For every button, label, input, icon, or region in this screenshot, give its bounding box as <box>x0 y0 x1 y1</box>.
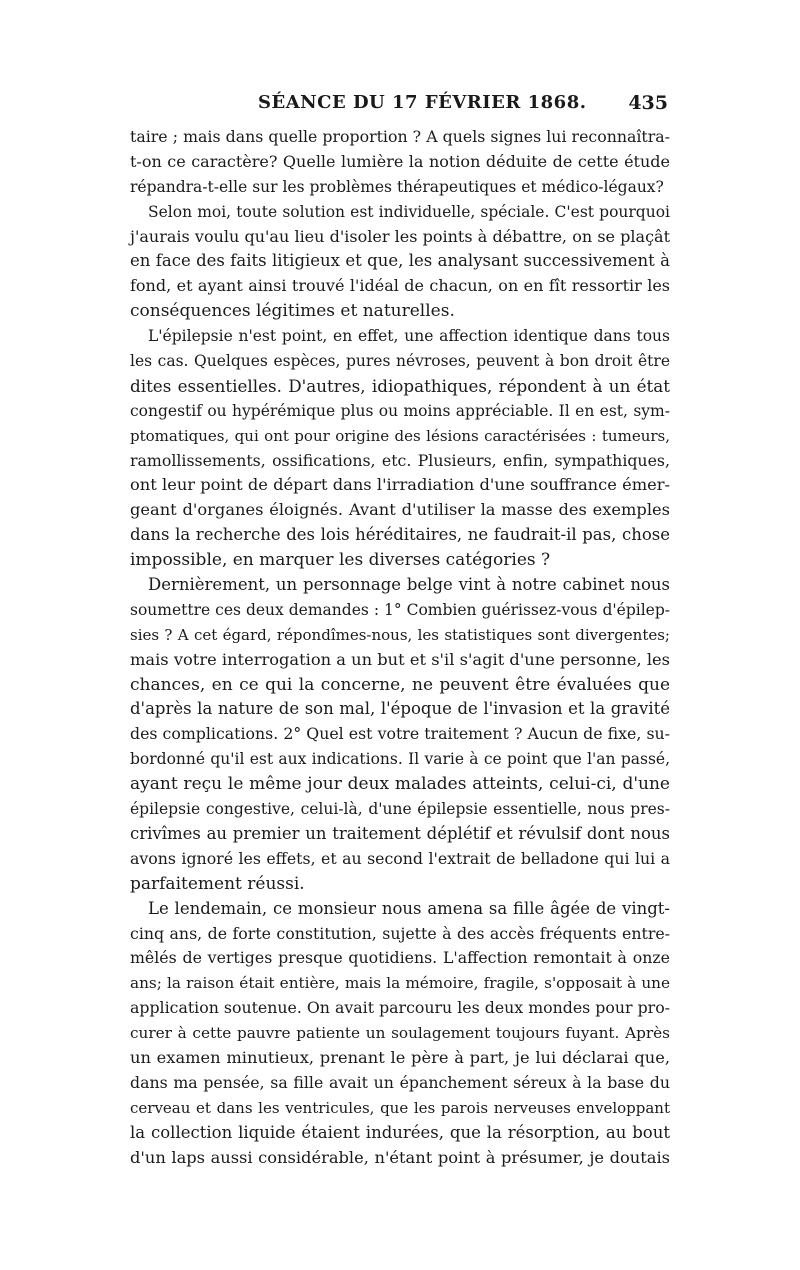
text-line: bordonné qu'il est aux indications. Il varie à ce point que l'an passé, <box>130 750 670 769</box>
text-line: congestif ou hypérémique plus ou moins appréciable. Il en est, sym- <box>130 401 670 420</box>
text-line: d'un laps aussi considérable, n'étant point à présumer, je doutais <box>130 1147 670 1167</box>
text-line: ayant reçu le même jour deux malades atteints, celui-ci, d'une <box>130 774 670 795</box>
text-line: épilepsie congestive, celui-là, d'une épilepsie essentielle, nous pres- <box>130 800 670 819</box>
text-line: d'après la nature de son mal, l'époque de l'invasion et la gravité <box>130 699 670 719</box>
text-line: Selon moi, toute solution est individuelle, spéciale. C'est pourquoi <box>148 202 670 221</box>
text-line: crivîmes au premier un traitement déplétif et révulsif dont nous <box>130 823 670 843</box>
running-title: SÉANCE DU 17 FÉVRIER 1868. <box>258 92 587 113</box>
text-line: impossible, en marquer les diverses catégories ? <box>130 550 551 571</box>
page-number: 435 <box>628 92 668 114</box>
text-line: les cas. Quelques espèces, pures névroses, peuvent à bon droit être <box>130 352 670 371</box>
text-line: en face des faits litigieux et que, les analysant successivement à <box>130 251 670 271</box>
text-line: un examen minutieux, prenant le père à part, je lui déclarai que, <box>130 1047 670 1067</box>
text-line: geant d'organes éloignés. Avant d'utiliser la masse des exemples <box>130 500 670 520</box>
text-line: avons ignoré les effets, et au second l'extrait de belladone qui lui a <box>130 848 670 868</box>
text-line: Dernièrement, un personnage belge vint à notre cabinet nous <box>148 575 670 595</box>
text-line: cinq ans, de forte constitution, sujette à des accès fréquents entre- <box>130 923 670 943</box>
text-line: chances, en ce qui la concerne, ne peuvent être évaluées que <box>130 674 670 695</box>
text-line: répandra-t-elle sur les problèmes thérapeutiques et médico-légaux? <box>130 177 664 196</box>
text-line: application soutenue. On avait parcouru les deux mondes pour pro- <box>130 998 670 1018</box>
text-line: t-on ce caractère? Quelle lumière la notion déduite de cette étude <box>130 151 670 171</box>
text-line: j'aurais voulu qu'au lieu d'isoler les points à débattre, on se plaçât <box>130 226 670 246</box>
text-line: parfaitement réussi. <box>130 873 305 894</box>
running-head <box>130 92 670 118</box>
text-line: ans; la raison était entière, mais la mémoire, fragile, s'opposait à une <box>130 974 670 993</box>
text-line: fond, et ayant ainsi trouvé l'idéal de chacun, on en fît ressortir les <box>130 276 670 296</box>
text-line: L'épilepsie n'est point, en effet, une affection identique dans tous <box>148 327 670 346</box>
text-line: des complications. 2° Quel est votre traitement ? Aucun de fixe, su- <box>130 724 670 744</box>
text-line: la collection liquide étaient indurées, que la résorption, au bout <box>130 1122 670 1142</box>
text-line: cerveau et dans les ventricules, que les parois nerveuses enveloppant <box>130 1098 670 1117</box>
text-line: dans ma pensée, sa fille avait un épanchement séreux à la base du <box>130 1072 670 1092</box>
text-line: dites essentielles. D'autres, idiopathiques, répondent à un état <box>130 375 670 396</box>
text-line: soumettre ces deux demandes : 1° Combien guérissez-vous d'épilep- <box>130 600 670 619</box>
text-line: ramollissements, ossifications, etc. Plusieurs, enfin, sympathiques, <box>130 450 670 470</box>
text-line: sies ? A cet égard, répondîmes-nous, les statistiques sont divergentes; <box>130 625 670 644</box>
text-line: curer à cette pauvre patiente un soulagement toujours fuyant. Après <box>130 1024 670 1043</box>
body-text <box>130 125 670 1170</box>
text-line: conséquences légitimes et naturelles. <box>130 301 455 322</box>
text-line: mêlés de vertiges presque quotidiens. L'affection remontait à onze <box>130 948 670 968</box>
text-line: Le lendemain, ce monsieur nous amena sa fille âgée de vingt- <box>148 898 670 918</box>
text-line: ptomatiques, qui ont pour origine des lésions caractérisées : tumeurs, <box>130 426 670 445</box>
text-line: dans la recherche des lois héréditaires, ne faudrait-il pas, chose <box>130 525 670 545</box>
text-line: taire ; mais dans quelle proportion ? A quels signes lui reconnaîtra- <box>130 127 670 146</box>
text-line: ont leur point de départ dans l'irradiation d'une souffrance émer- <box>130 475 670 495</box>
text-line: mais votre interrogation a un but et s'il s'agit d'une personne, les <box>130 649 670 669</box>
